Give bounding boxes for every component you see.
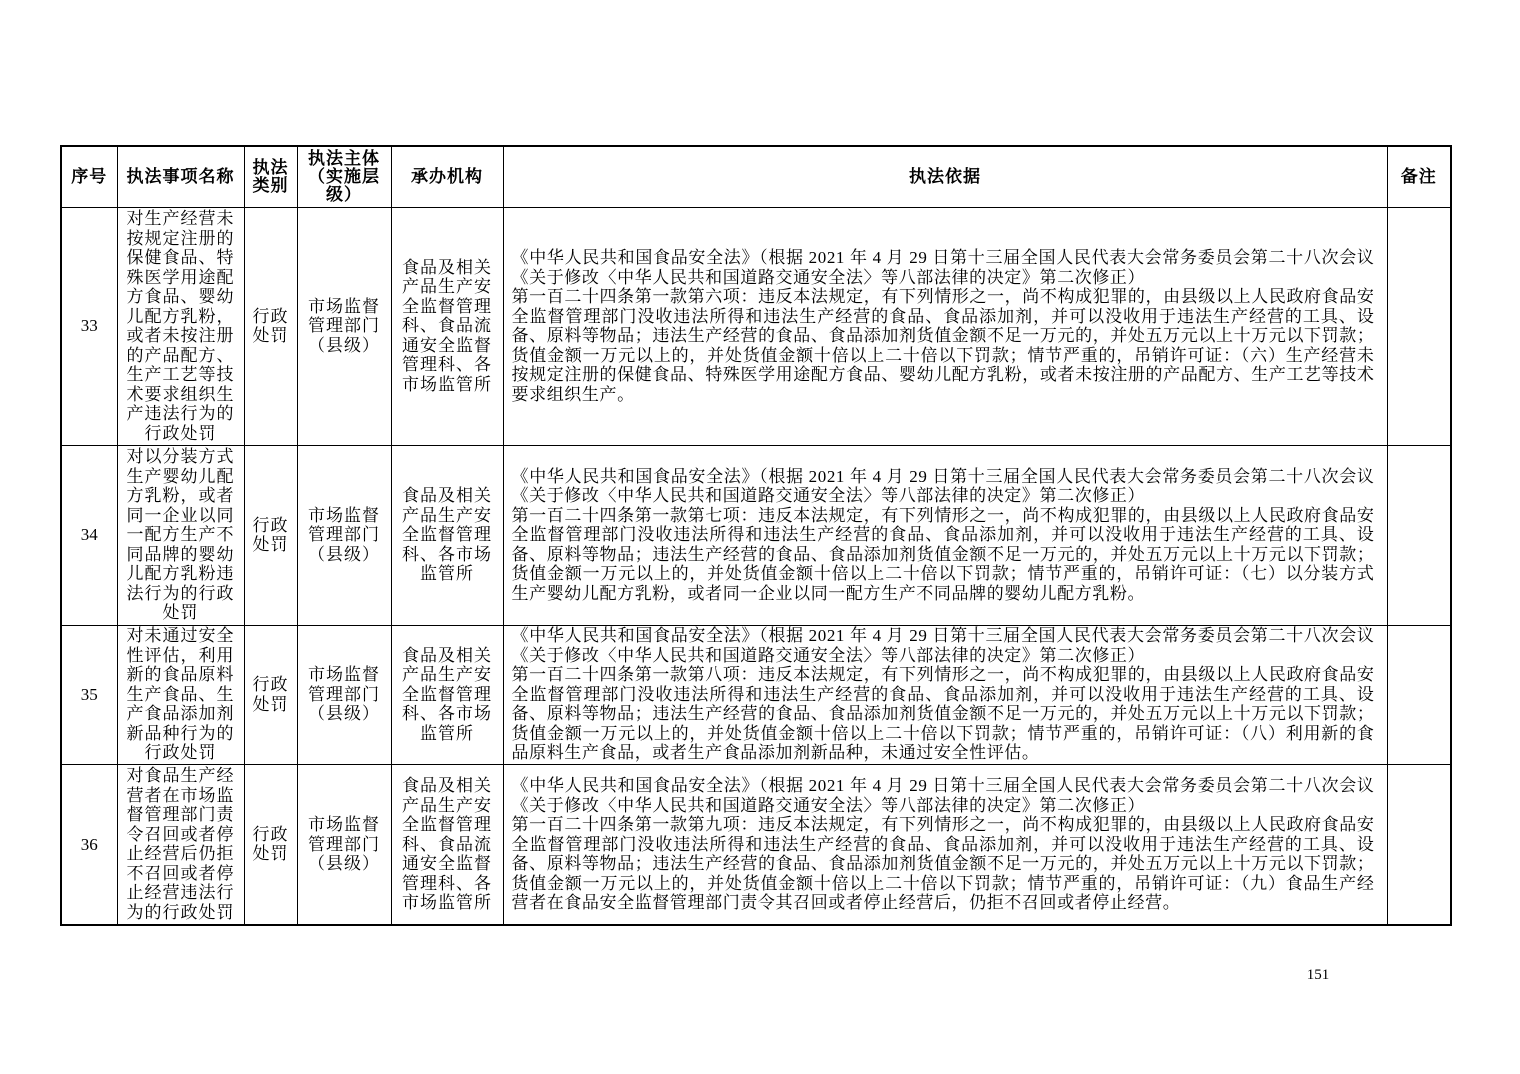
- header-category: 执法类别: [244, 146, 297, 207]
- header-remark: 备注: [1387, 146, 1451, 207]
- enforcement-item-name: 对食品生产经营者在市场监督管理部门责令召回或者停止经营后仍拒不召回或者停止经营违法行为的行政处罚: [117, 764, 244, 925]
- enforcement-subject: 市场监督管理部门（县级）: [297, 445, 391, 625]
- enforcement-category: 行政处罚: [244, 625, 297, 764]
- legal-basis-law: 《中华人民共和国食品安全法》（根据 2021 年 4 月 29 日第十三届全国人民代表大会常务委员会第二十八次会议《关于修改〈中华人民共和国道路交通安全法〉等八部法律的决定》第二次修正）: [511, 626, 1375, 665]
- law-enforcement-table: [60, 145, 1452, 926]
- enforcement-category: 行政处罚: [244, 207, 297, 445]
- handling-agency: 食品及相关产品生产安全监督管理科、食品流通安全监督管理科、各市场监管所: [391, 764, 503, 925]
- enforcement-category: 行政处罚: [244, 445, 297, 625]
- enforcement-subject: 市场监督管理部门（县级）: [297, 764, 391, 925]
- handling-agency: 食品及相关产品生产安全监督管理科、食品流通安全监督管理科、各市场监管所: [391, 207, 503, 445]
- enforcement-item-name: 对生产经营未按规定注册的保健食品、特殊医学用途配方食品、婴幼儿配方乳粉，或者未按注册的产品配方、生产工艺等技术要求组织生产违法行为的行政处罚: [117, 207, 244, 445]
- table-row: [61, 764, 1451, 925]
- handling-agency: 食品及相关产品生产安全监督管理科、各市场监管所: [391, 625, 503, 764]
- header-agency: 承办机构: [391, 146, 503, 207]
- header-subject: 执法主体（实施层级）: [297, 146, 391, 207]
- table-row: [61, 445, 1451, 625]
- row-number: 36: [61, 764, 117, 925]
- legal-basis-article: 第一百二十四条第一款第九项：违反本法规定，有下列情形之一，尚不构成犯罪的，由县级以上人民政府食品安全监督管理部门没收违法所得和违法生产经营的食品、食品添加剂，并可以没收用于违法生产经营的工具、设备、原料等物品；违法生产经营的食品、食品添加剂货值金额不足一万元的，并处五万元以上十万元以下罚款；货值金额一万元以上的，并处货值金额十倍以上二十倍以下罚款；情节严重的，吊销许可证：（九）食品生产经营者在食品安全监督管理部门责令其召回或者停止经营后，仍拒不召回或者停止经营。: [511, 815, 1375, 912]
- enforcement-subject: 市场监督管理部门（县级）: [297, 207, 391, 445]
- page-number: 151: [1306, 967, 1330, 983]
- enforcement-item-name: 对以分装方式生产婴幼儿配方乳粉，或者同一企业以同一配方生产不同品牌的婴幼儿配方乳粉违法行为的行政处罚: [117, 445, 244, 625]
- header-no: 序号: [61, 146, 117, 207]
- remark-cell: [1387, 764, 1451, 925]
- legal-basis-article: 第一百二十四条第一款第六项：违反本法规定，有下列情形之一，尚不构成犯罪的，由县级以上人民政府食品安全监督管理部门没收违法所得和违法生产经营的食品、食品添加剂，并可以没收用于违法生产经营的工具、设备、原料等物品；违法生产经营的食品、食品添加剂货值金额不足一万元的，并处五万元以上十万元以下罚款；货值金额一万元以上的，并处货值金额十倍以上二十倍以下罚款；情节严重的，吊销许可证：（六）生产经营未按规定注册的保健食品、特殊医学用途配方食品、婴幼儿配方乳粉，或者未按注册的产品配方、生产工艺等技术要求组织生产。: [511, 287, 1375, 404]
- enforcement-item-name: 对未通过安全性评估，利用新的食品原料生产食品、生产食品添加剂新品种行为的行政处罚: [117, 625, 244, 764]
- remark-cell: [1387, 445, 1451, 625]
- legal-basis-law: 《中华人民共和国食品安全法》（根据 2021 年 4 月 29 日第十三届全国人民代表大会常务委员会第二十八次会议《关于修改〈中华人民共和国道路交通安全法〉等八部法律的决定》第二次修正）: [511, 466, 1375, 506]
- legal-basis-law: 《中华人民共和国食品安全法》（根据 2021 年 4 月 29 日第十三届全国人民代表大会常务委员会第二十八次会议《关于修改〈中华人民共和国道路交通安全法〉等八部法律的决定》第二次修正）: [511, 248, 1375, 287]
- handling-agency: 食品及相关产品生产安全监督管理科、各市场监管所: [391, 445, 503, 625]
- legal-basis-law: 《中华人民共和国食品安全法》（根据 2021 年 4 月 29 日第十三届全国人民代表大会常务委员会第二十八次会议《关于修改〈中华人民共和国道路交通安全法〉等八部法律的决定》第二次修正）: [511, 776, 1375, 815]
- legal-basis: [503, 207, 1387, 445]
- table-header-row: [61, 146, 1451, 207]
- row-number: 35: [61, 625, 117, 764]
- header-item-name: 执法事项名称: [117, 146, 244, 207]
- table-row: [61, 625, 1451, 764]
- row-number: 34: [61, 445, 117, 625]
- table-row: [61, 207, 1451, 445]
- legal-basis: [503, 625, 1387, 764]
- remark-cell: [1387, 207, 1451, 445]
- legal-basis: [503, 445, 1387, 625]
- header-basis: 执法依据: [503, 146, 1387, 207]
- legal-basis-article: 第一百二十四条第一款第八项：违反本法规定，有下列情形之一，尚不构成犯罪的，由县级以上人民政府食品安全监督管理部门没收违法所得和违法生产经营的食品、食品添加剂，并可以没收用于违法生产经营的工具、设备、原料等物品；违法生产经营的食品、食品添加剂货值金额不足一万元的，并处五万元以上十万元以下罚款；货值金额一万元以上的，并处货值金额十倍以上二十倍以下罚款；情节严重的，吊销许可证：（八）利用新的食品原料生产食品，或者生产食品添加剂新品种，未通过安全性评估。: [511, 665, 1375, 763]
- enforcement-subject: 市场监督管理部门（县级）: [297, 625, 391, 764]
- enforcement-category: 行政处罚: [244, 764, 297, 925]
- row-number: 33: [61, 207, 117, 445]
- legal-basis: [503, 764, 1387, 925]
- legal-basis-article: 第一百二十四条第一款第七项：违反本法规定，有下列情形之一，尚不构成犯罪的，由县级以上人民政府食品安全监督管理部门没收违法所得和违法生产经营的食品、食品添加剂，并可以没收用于违法生产经营的工具、设备、原料等物品；违法生产经营的食品、食品添加剂货值金额不足一万元的，并处五万元以上十万元以下罚款；货值金额一万元以上的，并处货值金额十倍以上二十倍以下罚款；情节严重的，吊销许可证：（七）以分装方式生产婴幼儿配方乳粉，或者同一企业以同一配方生产不同品牌的婴幼儿配方乳粉。: [511, 505, 1375, 603]
- remark-cell: [1387, 625, 1451, 764]
